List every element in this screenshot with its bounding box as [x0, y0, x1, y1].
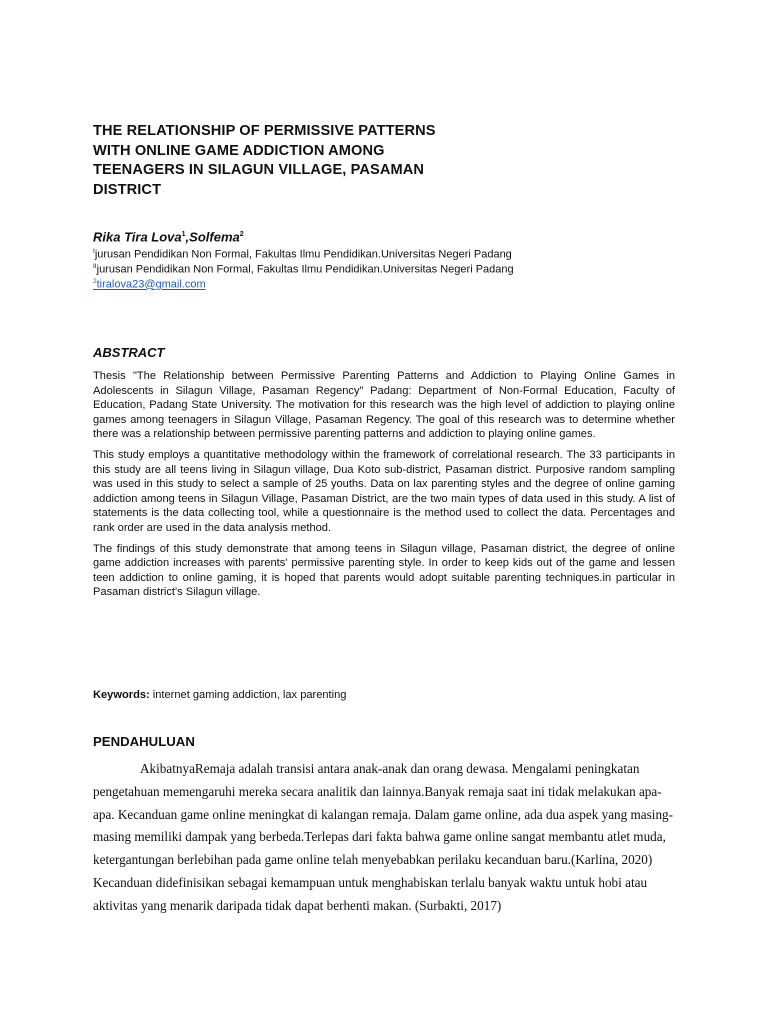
section-heading-introduction: PENDAHULUAN — [93, 734, 195, 749]
keywords-text: internet gaming addiction, lax parenting — [149, 689, 347, 701]
author-name: Rika Tira Lova — [93, 229, 182, 245]
abstract-paragraph: The findings of this study demonstrate that among teens in Silagun village, Pasaman district, the degree of online game addiction increases with parents' permissive parenting style. In order to keep kids out of the game and lessen teen addiction to online gaming, it is hoped that parents would adopt suitable parenting techniques.in particular in Pasaman district's Silagun village. — [93, 542, 675, 599]
affiliation-text: jurusan Pendidikan Non Formal, Fakultas Ilmu Pendidikan.Universitas Negeri Padang — [96, 263, 514, 276]
introduction-body — [93, 758, 675, 918]
abstract-paragraph: This study employs a quantitative methodology within the framework of correlational research. The 33 participants in this study are all teens living in Silagun village, Dua Koto sub-district, Pasaman district. Purposive random sampling was used in this study to select a sample of 25 youths. Data on lax parenting styles and the degree of online gaming addiction among teens in Silagun Village, Pasaman District, are the two main types of data used in this study. A list of statements is the data collecting tool, while a questionnaire is the method used to collect the data. Percentages and rank order are used in the data analysis method. — [93, 448, 675, 534]
abstract-body — [93, 369, 675, 606]
email-text: tiralova23@gmail.com — [96, 278, 206, 291]
email-link[interactable] — [93, 275, 206, 292]
author-superscript: 2 — [239, 231, 244, 238]
email-superscript: 2 — [93, 278, 97, 285]
introduction-paragraph: Kecanduan didefinisikan sebagai kemampuan untuk menghabiskan terlalu banyak waktu untuk hobi atau aktivitas yang menarik daripada tidak dapat berhenti makan. (Surbakti, 2017) — [93, 874, 648, 913]
keywords-label: Keywords: — [93, 689, 150, 701]
abstract-heading: ABSTRACT — [93, 345, 165, 360]
abstract-paragraph: Thesis "The Relationship between Permissive Parenting Patterns and Addiction to Playing Online Games in Adolescents in Silagun Village, Pasaman Regency" Padang: Department of Non-Formal Education, Faculty of Education, Padang State University. The motivation for this research was the high level of addiction to playing online games among teenagers in Silagun Village, Pasaman Regency. The goal of this research was to determine whether there was a relationship between permissive parenting patterns and addiction to playing online games. — [93, 370, 675, 441]
affiliation-superscript: II — [93, 263, 97, 270]
paper-title: THE RELATIONSHIP OF PERMISSIVE PATTERNS WITH ONLINE GAME ADDICTION AMONG TEENAGERS IN SILAGUN VILLAGE, PASAMAN DISTRICT — [93, 123, 436, 198]
author-name: Solfema — [189, 229, 240, 245]
affiliation-text: jurusan Pendidikan Non Formal, Fakultas Ilmu Pendidikan.Universitas Negeri Padang — [94, 248, 512, 261]
affiliation-superscript: I — [93, 248, 95, 255]
introduction-paragraph: AkibatnyaRemaja adalah transisi antara anak-anak dan orang dewasa. Mengalami peningkatan pengetahuan memengaruhi mereka secara analitik dan lainnya.Banyak remaja saat ini tidak melakukan apa-apa. Kecanduan game online meningkat di kalangan remaja. Dalam game online, ada dua aspek yang masing-masing memiliki dampak yang berbeda.Terlepas dari fakta bahwa game online sangat membantu atlet muda, ketergantungan berlebihan pada game online telah menyebabkan perilaku kecanduan baru.(Karlina, 2020) — [93, 761, 674, 868]
keywords-line — [93, 688, 346, 702]
author-separator: , — [185, 229, 190, 245]
author-line — [93, 226, 244, 245]
author-superscript: 1 — [181, 231, 186, 238]
